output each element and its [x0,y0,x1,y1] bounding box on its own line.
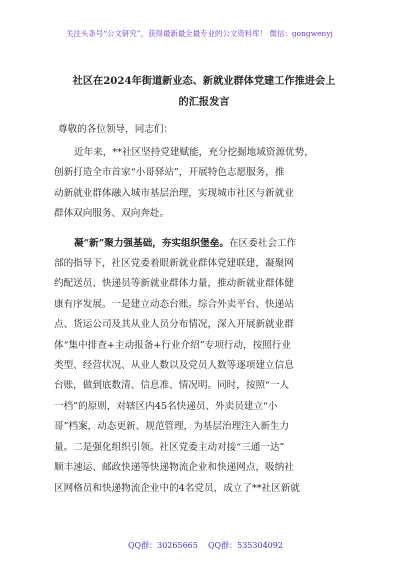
footer-qq-group-2: QQ群：535304092 [208,541,283,550]
paragraph-line: 台账，做到底数清、信息准、情况明。同时，按照“一人 [54,380,290,392]
paragraph-line: 约配送员、快递员等新就业群体力量，推动新就业群体健 [54,278,294,290]
paragraph-2 [54,225,350,499]
paragraph-1 [54,143,350,225]
paragraph-line: 动新就业群体融入城市基层治理，实现城市社区与新就业 [54,187,294,199]
document-title-line-2: 的汇报发言 [178,96,230,108]
paragraph-line: 群体双向服务、双向奔赴。 [54,208,170,220]
paragraph-line: 部的指导下，社区党委着眼新就业群体党建联建，凝聚网 [54,258,294,270]
paragraph-line: 体“集中排查+主动报备+行业介绍”专项行动，按照行业 [54,339,291,351]
paragraph-line: 创新打造全市首家“小哥驿站”，开展特色志愿服务，推 [54,167,285,179]
paragraph-line: 顺丰速运、邮政快递等快递物流企业和快递网点，吸纳社 [54,462,294,474]
paragraph-line: 量。二是强化组织引领。社区党委主动对接“三通一达” [54,441,285,453]
paragraph-line: 区网格员和快递物流企业中的4名党员，成立了**社区新就 [54,482,300,494]
paragraph-line: 类型、经营状况、从业人数以及党员人数等逐项建立信息 [54,360,294,372]
promo-header: 关注头条号“公文研究”，获得最新最全最专业的公文资料库！ 微信：gongwenyj [66,29,333,38]
document-body [54,143,350,499]
footer-qq-group-1: QQ群：30265665 [128,541,198,550]
heading-continuation: 在区委社会工作 [228,237,297,249]
paragraph-line [54,225,350,254]
paragraph-line: 点、货运公司及其从业人员分布情况，深入开展新就业群 [54,319,294,331]
footer [0,540,408,554]
document-title-line-1: 社区在2024年街道新业态、新就业群体党建工作推进会上 [72,75,336,87]
paragraph-line: 近年来，**社区坚持党建赋能，充分挖掘地域资源优势， [74,147,314,158]
section-heading: 凝“新”聚力强基础，夯实组织堡垒。 [74,237,229,249]
greeting: 尊敬的各位领导，同志们： [58,124,174,135]
paragraph-line: 哥”档案，动态更新、规范管理，为基层治理注入新生力 [54,421,290,433]
paragraph-line: 康有序发展。一是建立动态台账。综合外卖平台、快递站 [54,298,294,310]
paragraph-line: 一档”的原则，对辖区内45名快递员、外卖员建立“小 [54,400,278,412]
